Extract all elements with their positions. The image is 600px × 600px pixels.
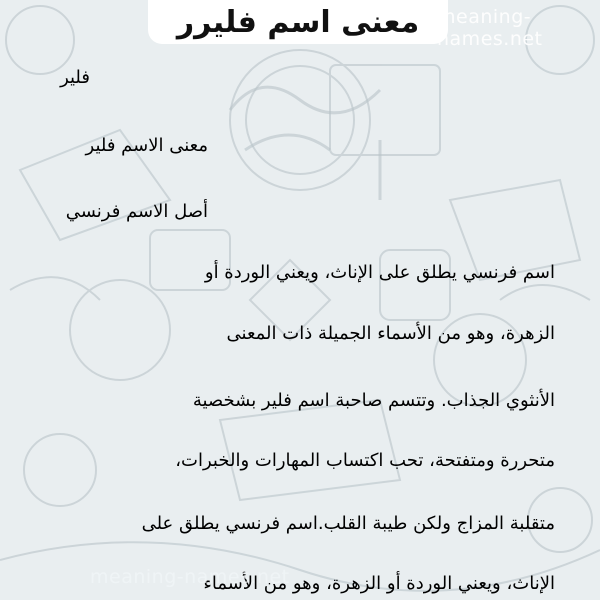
- watermark-bottom: meaning-names.net: [90, 566, 290, 588]
- text-line-body-1: اسم فرنسي يطلق على الإناث، ويعني الوردة أو: [204, 262, 555, 283]
- title-banner: [148, 0, 448, 44]
- text-line-body-4: متحررة ومتفتحة، تحب اكتساب المهارات والخبرات،: [175, 450, 555, 471]
- text-line-name: فلير: [60, 67, 90, 88]
- page-title: معنى اسم فليرر: [176, 4, 420, 40]
- watermark-top: meaning-names.net: [437, 6, 543, 50]
- text-line-body-5: متقلبة المزاج ولكن طيبة القلب.اسم فرنسي يطلق على: [141, 513, 555, 534]
- text-line-body-3: الأنثوي الجذاب. وتتسم صاحبة اسم فلير بشخصية: [192, 390, 555, 411]
- text-line-heading-origin: أصل الاسم فرنسي: [65, 201, 208, 222]
- text-line-heading-meaning: معنى الاسم فلير: [85, 135, 208, 156]
- text-line-body-6: الإناث، ويعني الوردة أو الزهرة، وهو من الأسماء: [203, 573, 555, 594]
- text-line-body-2: الزهرة، وهو من الأسماء الجميلة ذات المعنى: [226, 323, 555, 344]
